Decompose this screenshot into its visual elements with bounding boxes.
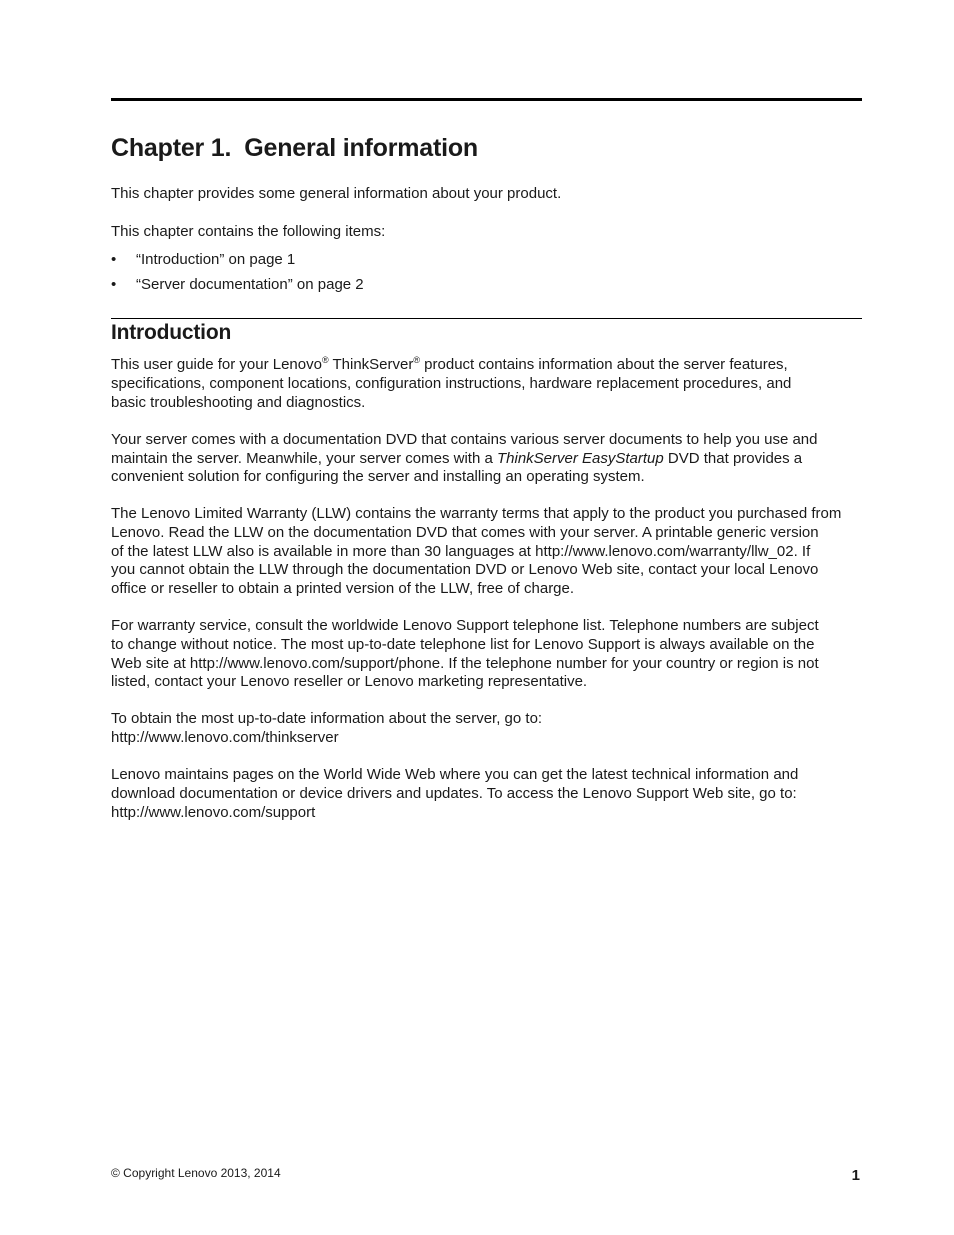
thinkserver-url[interactable]: http://www.lenovo.com/thinkserver	[111, 729, 339, 746]
registered-mark: ®	[413, 355, 420, 365]
link-server-documentation[interactable]: “Server documentation” on page 2	[136, 276, 364, 293]
paragraph-line: maintain the server. Meanwhile, your server comes with a ThinkServer EasyStartup DVD that provides a	[111, 450, 803, 467]
chapter-number: Chapter 1.	[111, 134, 232, 162]
paragraph-line: This user guide for your Lenovo® ThinkServer® product contains information about the server features,	[111, 355, 788, 373]
paragraph-line: Lenovo maintains pages on the World Wide Web where you can get the latest technical information and	[111, 766, 799, 783]
footer-copyright: © Copyright Lenovo 2013, 2014	[111, 1166, 281, 1180]
product-name-italic: ThinkServer EasyStartup	[497, 450, 664, 467]
chapter-contents-intro: This chapter contains the following items:	[111, 223, 386, 240]
bullet-icon: •	[111, 276, 117, 293]
paragraph-line: specifications, component locations, configuration instructions, hardware replacement procedures, and	[111, 375, 792, 392]
section-rule	[111, 318, 862, 319]
paragraph-line: listed, contact your Lenovo reseller or Lenovo marketing representative.	[111, 673, 588, 690]
paragraph-line: of the latest LLW also is available in more than 30 languages at http://www.lenovo.com/warranty/llw_02. If	[111, 543, 811, 560]
registered-mark: ®	[321, 355, 329, 365]
paragraph-line: you cannot obtain the LLW through the documentation DVD or Lenovo Web site, contact your local Lenovo	[111, 561, 819, 578]
link-introduction[interactable]: “Introduction” on page 1	[136, 251, 296, 268]
support-url[interactable]: http://www.lenovo.com/support	[111, 804, 316, 821]
chapter-intro-text: This chapter provides some general information about your product.	[111, 185, 562, 202]
paragraph-line: office or reseller to obtain a printed version of the LLW, free of charge.	[111, 580, 575, 597]
chapter-title: General information	[244, 134, 479, 162]
chapter-top-rule	[111, 98, 862, 101]
bullet-icon: •	[111, 251, 117, 268]
chapter-contents-list	[111, 251, 364, 301]
paragraph-line: to change without notice. The most up-to-date telephone list for Lenovo Support is always available on the	[111, 636, 815, 653]
paragraph-line: convenient solution for configuring the server and installing an operating system.	[111, 468, 645, 485]
paragraph-line: basic troubleshooting and diagnostics.	[111, 394, 366, 411]
paragraph-line: Your server comes with a documentation DVD that contains various server documents to help you use and	[111, 431, 818, 448]
paragraph-line: The Lenovo Limited Warranty (LLW) contains the warranty terms that apply to the product you purchased from	[111, 505, 842, 522]
paragraph-line: Web site at http://www.lenovo.com/support/phone. If the telephone number for your country or region is not	[111, 655, 819, 672]
paragraph-line: For warranty service, consult the worldwide Lenovo Support telephone list. Telephone numbers are subject	[111, 617, 819, 634]
paragraph-line: Lenovo. Read the LLW on the documentation DVD that comes with your server. A printable generic version	[111, 524, 819, 541]
paragraph-line: To obtain the most up-to-date information about the server, go to:	[111, 710, 543, 727]
chapter-heading	[111, 134, 478, 163]
list-item	[111, 251, 364, 276]
paragraph-line: download documentation or device drivers and updates. To access the Lenovo Support Web site, go to:	[111, 785, 797, 802]
section-heading-introduction: Introduction	[111, 321, 232, 344]
page-number: 1	[851, 1167, 860, 1184]
list-item	[111, 276, 364, 301]
